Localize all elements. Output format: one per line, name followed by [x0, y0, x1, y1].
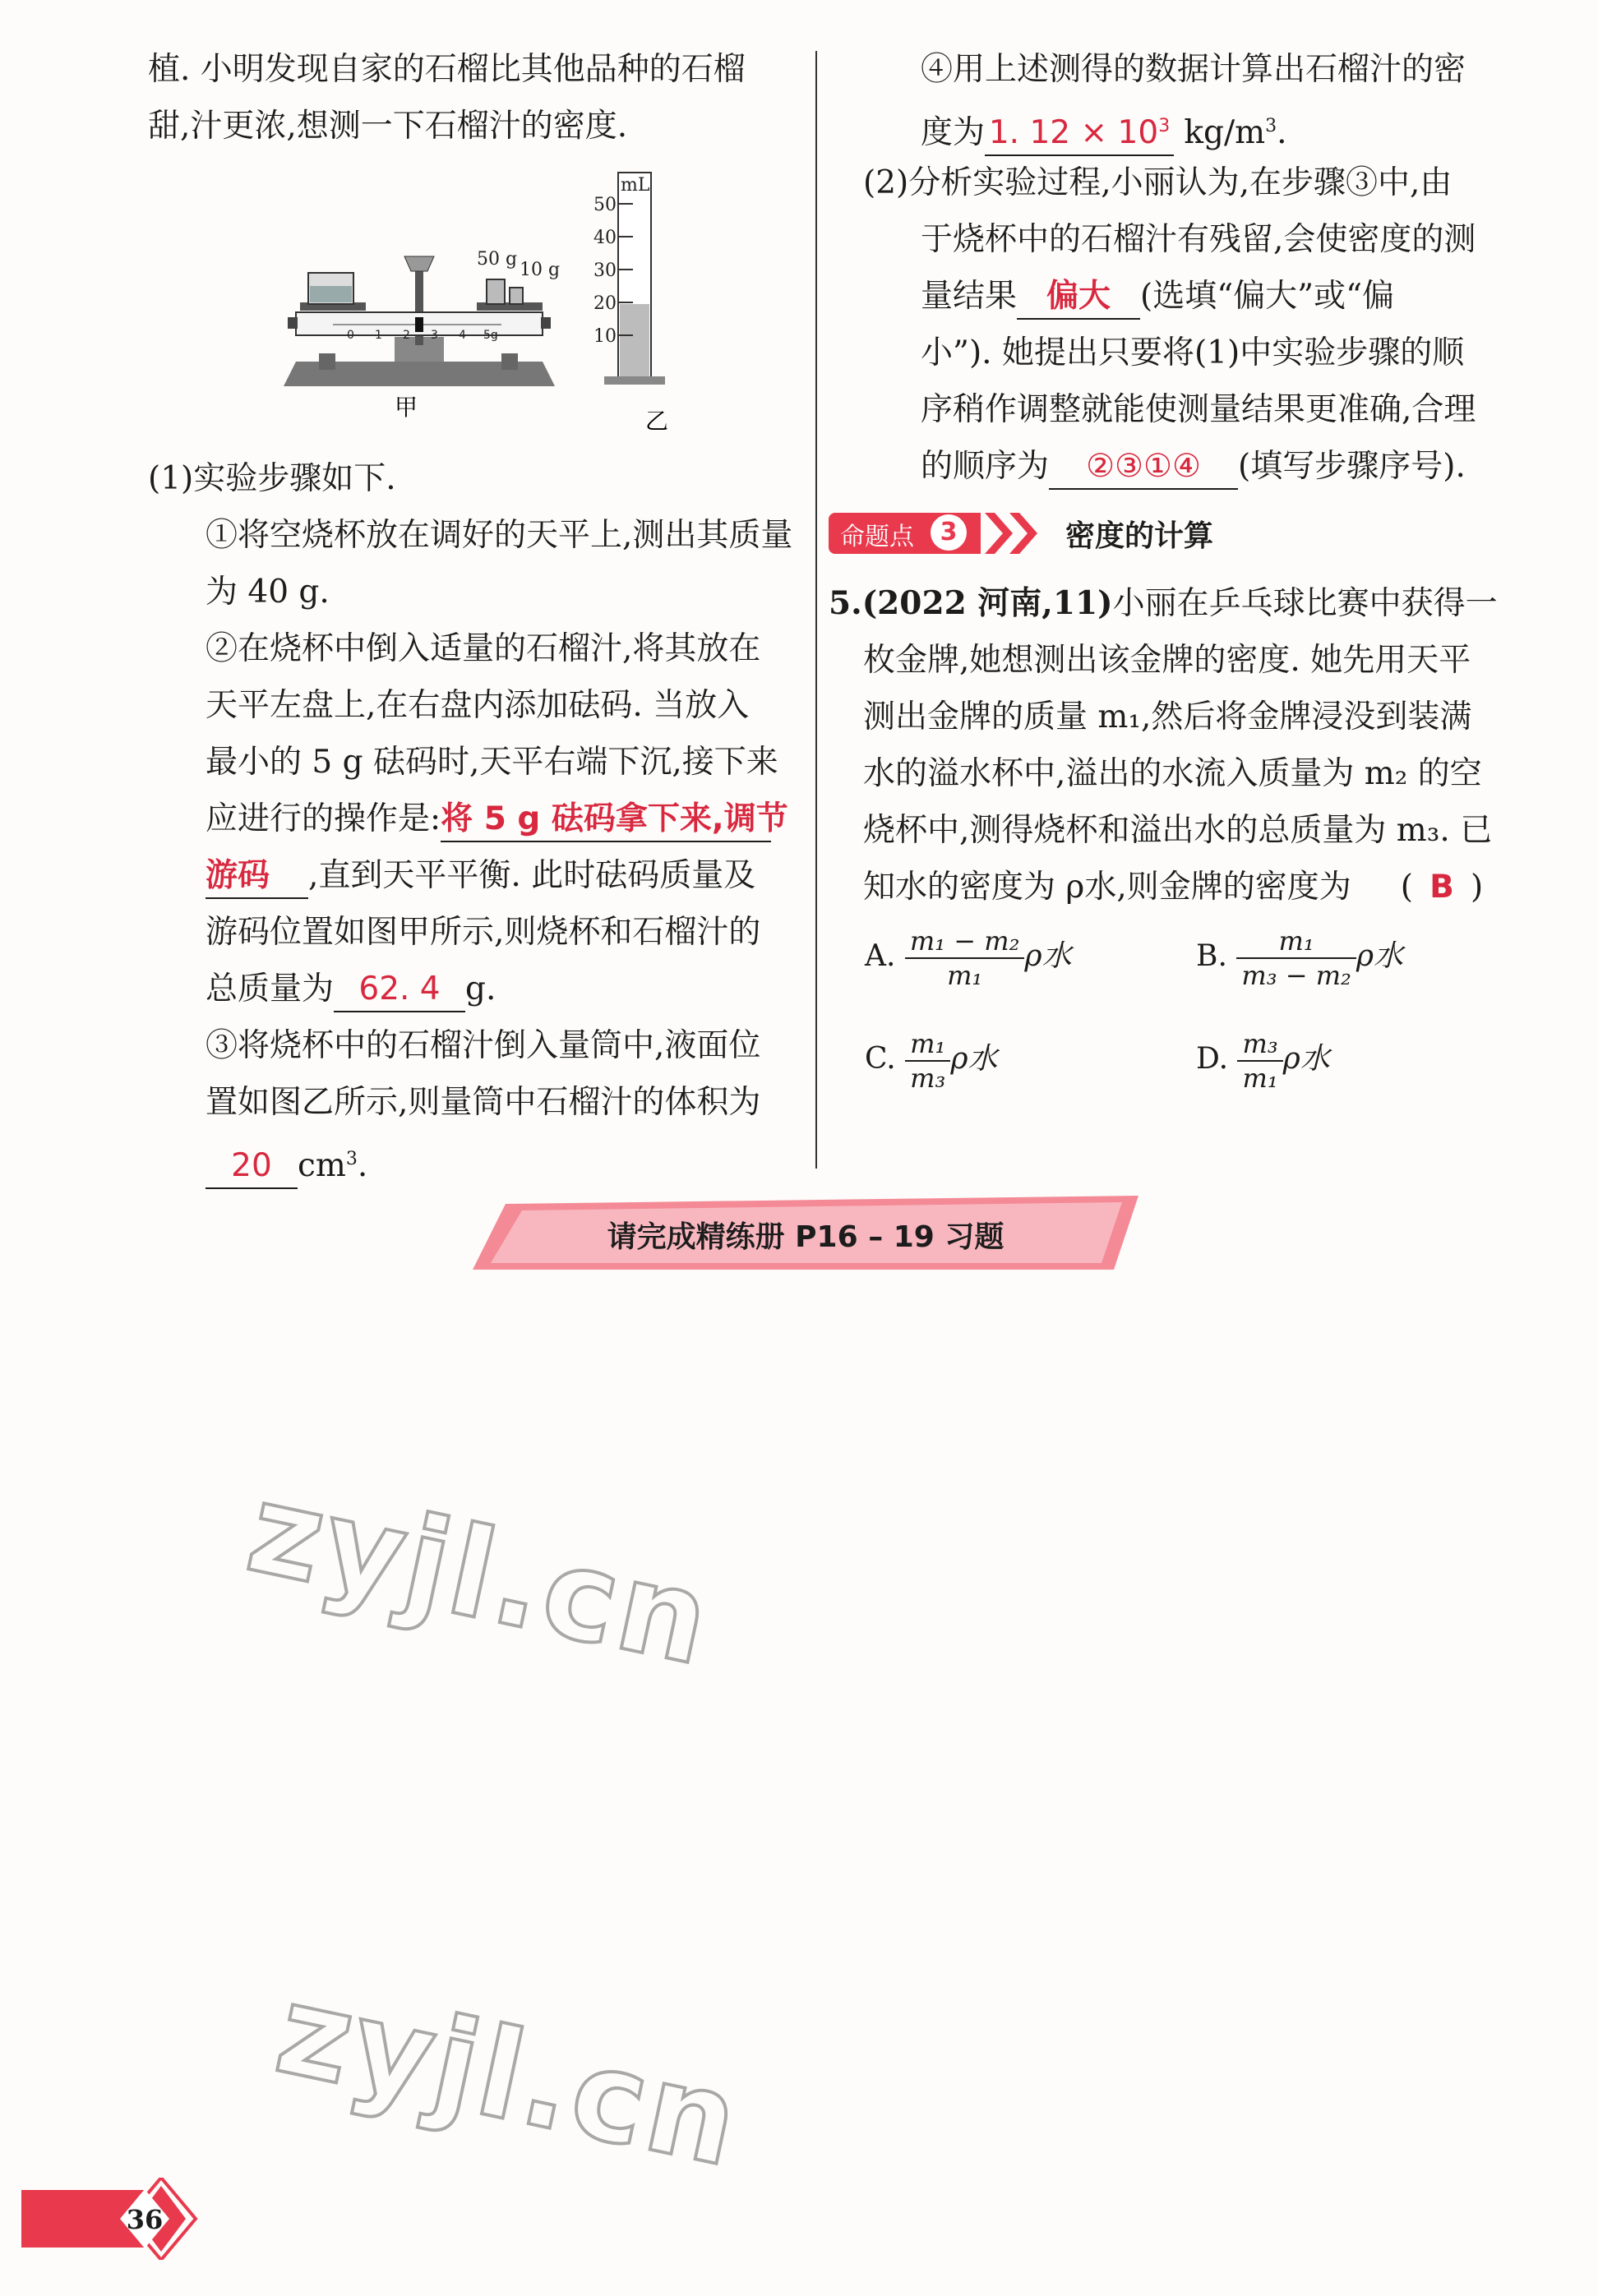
- cylinder-tick: 30: [593, 260, 617, 281]
- q5-number: 5.: [829, 584, 862, 622]
- scale-tick: 2: [403, 329, 410, 342]
- answer-order: ②③①④: [1049, 445, 1238, 490]
- intro-line-1: 植. 小明发现自家的石榴比其他品种的石榴: [148, 51, 746, 88]
- column-divider: [815, 51, 817, 1169]
- answer-density: 1. $12 \times 10^3$: [985, 105, 1174, 156]
- q5-line6: 知水的密度为 ρ水,则金牌的密度为 ( B ): [863, 859, 1483, 915]
- q5-line2: 枚金牌,她想测出该金牌的密度. 她先用天平: [863, 642, 1471, 679]
- step4-line1: ④用上述测得的数据计算出石榴汁的密: [921, 51, 1466, 88]
- part2-line1: (2)分析实验过程,小丽认为,在步骤③中,由: [863, 164, 1453, 201]
- watermark: zyjl.cn: [266, 1957, 753, 2196]
- scale-tick: 1: [375, 329, 382, 342]
- q5-line3: 测出金牌的质量 m₁,然后将金牌浸没到装满: [863, 698, 1472, 735]
- cylinder-tick: 20: [593, 293, 617, 314]
- figure-balance-and-cylinder: [271, 164, 699, 444]
- q5-line5: 烧杯中,测得烧杯和溢出水的总质量为 m₃. 已: [863, 812, 1493, 849]
- section-badge: 命题点: [840, 523, 914, 551]
- option-c: C. $\frac{\text{m₁}}{\text{m₃}}$ ρ水: [865, 1028, 998, 1094]
- step2-line3: 最小的 5 g 砝码时,天平右端下沉,接下来: [206, 744, 778, 781]
- q5-answer: B: [1429, 869, 1454, 906]
- cylinder-tick: 50: [593, 195, 617, 215]
- double-chevron-icon: [985, 513, 1042, 554]
- q5-line4: 水的溢水杯中,溢出的水流入质量为 m₂ 的空: [863, 755, 1482, 792]
- figure-label-jia: 甲: [395, 394, 418, 421]
- intro-line-2: 甜,汁更浓,想测一下石榴汁的密度.: [148, 108, 628, 145]
- step3-line3: 20 $cm^3$.: [206, 1131, 367, 1194]
- q5-source: (2022 河南,11): [861, 584, 1113, 622]
- figure-label-yi: 乙: [645, 408, 669, 435]
- step2-line4: 应进行的操作是:将 5 g 砝码拿下来,调节: [206, 791, 771, 847]
- part2-line3: 量结果 偏大 (选填“偏大”或“偏: [921, 268, 1394, 325]
- part2-line6: 的顺序为 ②③①④ (填写步骤序号).: [921, 438, 1466, 495]
- watermark: zyjl.cn: [237, 1456, 724, 1694]
- scale-tick: 5g: [483, 329, 498, 342]
- step1-line1: ①将空烧杯放在调好的天平上,测出其质量: [206, 517, 793, 554]
- section-number: 3: [931, 514, 967, 551]
- answer-bias: 偏大: [1017, 275, 1140, 320]
- step3-line1: ③将烧杯中的石榴汁倒入量筒中,液面位: [206, 1027, 761, 1064]
- section-title: 密度的计算: [1065, 519, 1214, 553]
- step1-line2: 为 40 g.: [206, 574, 330, 611]
- balance-diagram: [284, 249, 560, 421]
- option-a: A. $\frac{\text{m₁ − m₂}}{\text{m₁}}$ ρ水: [865, 925, 1072, 991]
- answer-operation-cont: 游码: [206, 855, 308, 899]
- scale-tick: 4: [459, 329, 466, 342]
- part2-line5: 序稍作调整就能使测量结果更准确,合理: [921, 391, 1476, 428]
- step2-line5: 游码 ,直到天平平衡. 此时砝码质量及: [206, 847, 755, 904]
- section-header: [829, 508, 1598, 559]
- scale-tick: 3: [431, 329, 438, 342]
- answer-operation: 将 5 g 砝码拿下来,调节: [441, 798, 771, 842]
- scale-tick: 0: [347, 329, 354, 342]
- cylinder-tick: 40: [593, 228, 617, 248]
- part2-line2: 于烧杯中的石榴汁有残留,会使密度的测: [921, 221, 1476, 258]
- step4-line2: 度为 1. $12 \times 10^3$ $kg/m^3$.: [921, 98, 1287, 161]
- step2-line1: ②在烧杯中倒入适量的石榴汁,将其放在: [206, 630, 761, 667]
- part2-line4: 小”). 她提出只要将(1)中实验步骤的顺: [921, 334, 1465, 371]
- page-number: 36: [126, 2204, 164, 2235]
- cylinder-tick: 10: [593, 326, 617, 347]
- answer-total-mass: 62. 4: [334, 968, 465, 1012]
- cylinder-diagram: [593, 173, 668, 435]
- step2-line7: 总质量为 62. 4 g.: [206, 961, 496, 1017]
- answer-volume: 20: [206, 1145, 298, 1189]
- step2-line2: 天平左盘上,在右盘内添加砝码. 当放入: [206, 687, 750, 724]
- practice-banner: [473, 1196, 1138, 1270]
- cylinder-unit: mL: [621, 175, 650, 196]
- banner-text: 请完成精练册 P16 – 19 习题: [607, 1220, 1005, 1254]
- page-number-tab: [21, 2178, 202, 2260]
- part1-heading: (1)实验步骤如下.: [148, 460, 396, 497]
- weight-label-10g: 10 g: [520, 260, 561, 280]
- step3-line2: 置如图乙所示,则量筒中石榴汁的体积为: [206, 1084, 761, 1121]
- option-d: D. $\frac{\text{m₃}}{\text{m₁}}$ ρ水: [1196, 1028, 1330, 1094]
- weight-label-50g: 50 g: [477, 249, 518, 270]
- step2-line6: 游码位置如图甲所示,则烧杯和石榴汁的: [206, 914, 761, 951]
- q5-line1: 5.(2022 河南,11)小丽在乒乓球比赛中获得一: [829, 584, 1498, 622]
- option-b: B. $\frac{\text{m₁}}{\text{m₃ − m₂}}$ ρ水: [1196, 925, 1404, 991]
